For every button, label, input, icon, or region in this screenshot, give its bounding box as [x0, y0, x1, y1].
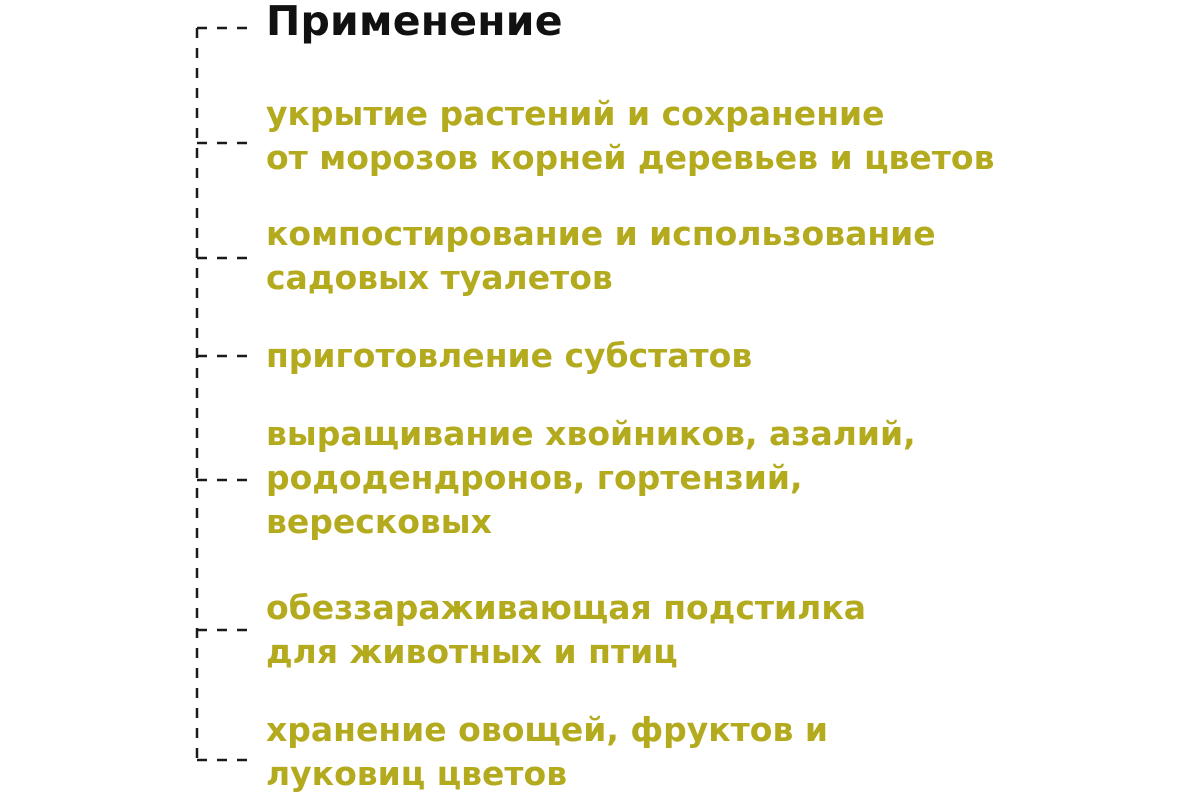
- application-item-1: [266, 92, 994, 180]
- application-item-6-line-1: хранение овощей, фруктов и: [266, 710, 828, 749]
- application-item-2-line-2: садовых туалетов: [266, 258, 613, 297]
- application-item-4-line-1: выращивание хвойников, азалий,: [266, 414, 916, 453]
- section-title: Применение: [266, 0, 563, 45]
- application-item-5-line-1: обеззараживающая подстилка: [266, 588, 866, 627]
- application-item-3-line-1: приготовление субстатов: [266, 336, 753, 375]
- application-item-5: [266, 586, 866, 674]
- application-item-5-line-2: для животных и птиц: [266, 632, 678, 671]
- application-item-4-line-2: рододендронов, гортензий,: [266, 458, 803, 497]
- application-item-1-line-1: укрытие растений и сохранение: [266, 94, 885, 133]
- application-item-6-line-2: луковиц цветов: [266, 754, 568, 793]
- application-item-4: [266, 412, 916, 544]
- application-item-2-line-1: компостирование и использование: [266, 214, 936, 253]
- application-item-4-line-3: вересковых: [266, 502, 492, 541]
- application-item-1-line-2: от морозов корней деревьев и цветов: [266, 138, 995, 177]
- application-item-2: [266, 212, 936, 300]
- application-item-3: [266, 334, 752, 378]
- application-item-6: [266, 708, 828, 796]
